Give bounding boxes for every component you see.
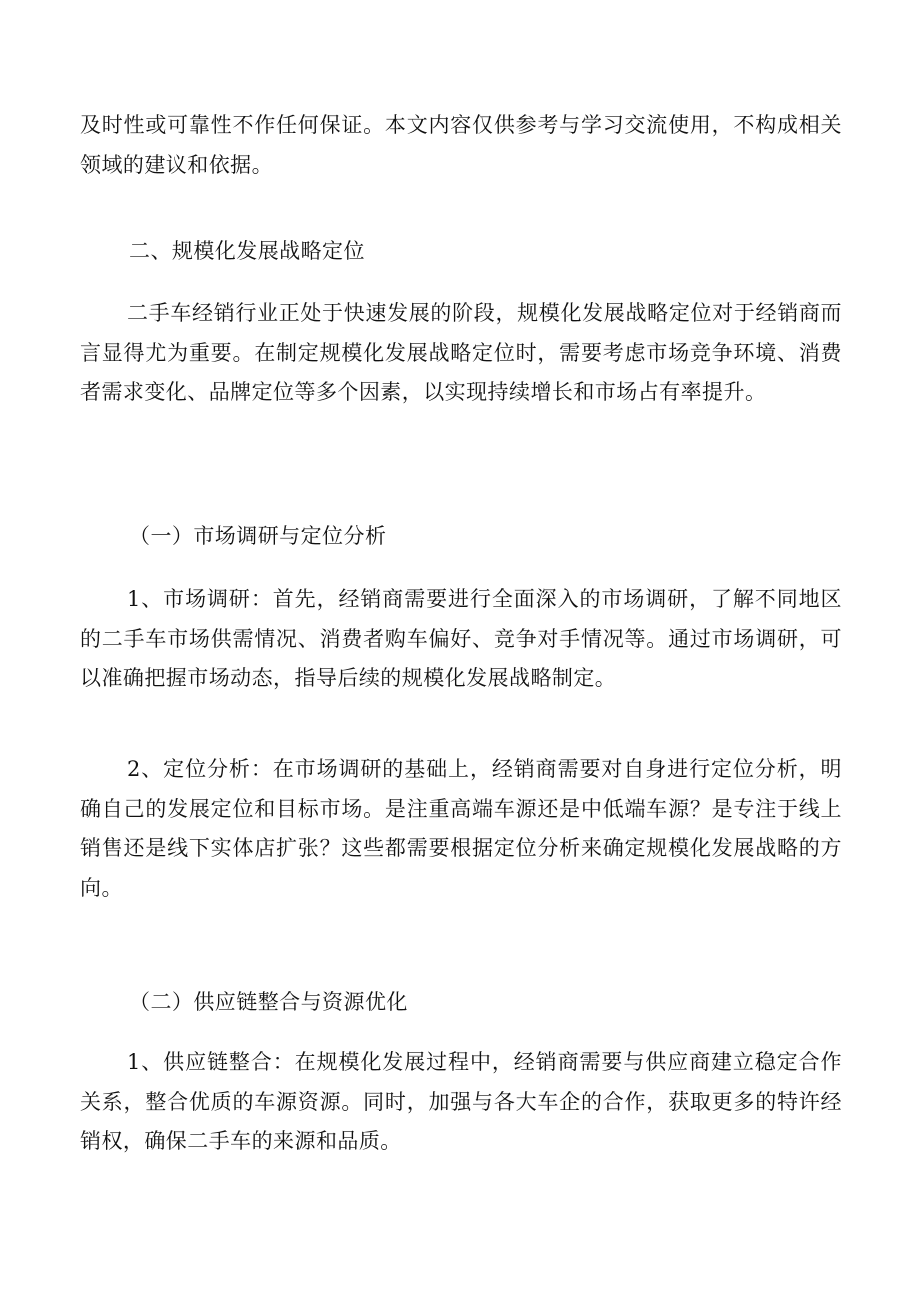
positioning-analysis-paragraph: 2、定位分析：在市场调研的基础上，经销商需要对自身进行定位分析，明确自己的发展定位和目标市场。是注重高端车源还是中低端车源？是专注于线上销售还是线下实体店扩张？这些都需要根据定位分析来确定规模化发展战略的方向。 <box>80 757 842 900</box>
intro-paragraph-tail: 及时性或可靠性不作任何保证。本文内容仅供参考与学习交流使用，不构成相关领域的建议和依据。 <box>80 113 842 177</box>
market-research-paragraph: 1、市场调研：首先，经销商需要进行全面深入的市场调研，了解不同地区的二手车市场供需情况、消费者购车偏好、竞争对手情况等。通过市场调研，可以准确把握市场动态，指导后续的规模化发展战略制定。 <box>80 587 842 691</box>
supply-chain-paragraph: 1、供应链整合：在规模化发展过程中，经销商需要与供应商建立稳定合作关系，整合优质的车源资源。同时，加强与各大车企的合作，获取更多的特许经销权，确保二手车的来源和品质。 <box>80 1050 842 1154</box>
subsection-heading-1: （一）市场调研与定位分析 <box>129 524 387 548</box>
section-heading-2: 二、规模化发展战略定位 <box>129 239 365 263</box>
subsection-heading-2: （二）供应链整合与资源优化 <box>129 990 408 1014</box>
section-2-paragraph: 二手车经销行业正处于快速发展的阶段，规模化发展战略定位对于经销商而言显得尤为重要。在制定规模化发展战略定位时，需要考虑市场竞争环境、消费者需求变化、品牌定位等多个因素，以实现持续增长和市场占有率提升。 <box>80 301 842 405</box>
